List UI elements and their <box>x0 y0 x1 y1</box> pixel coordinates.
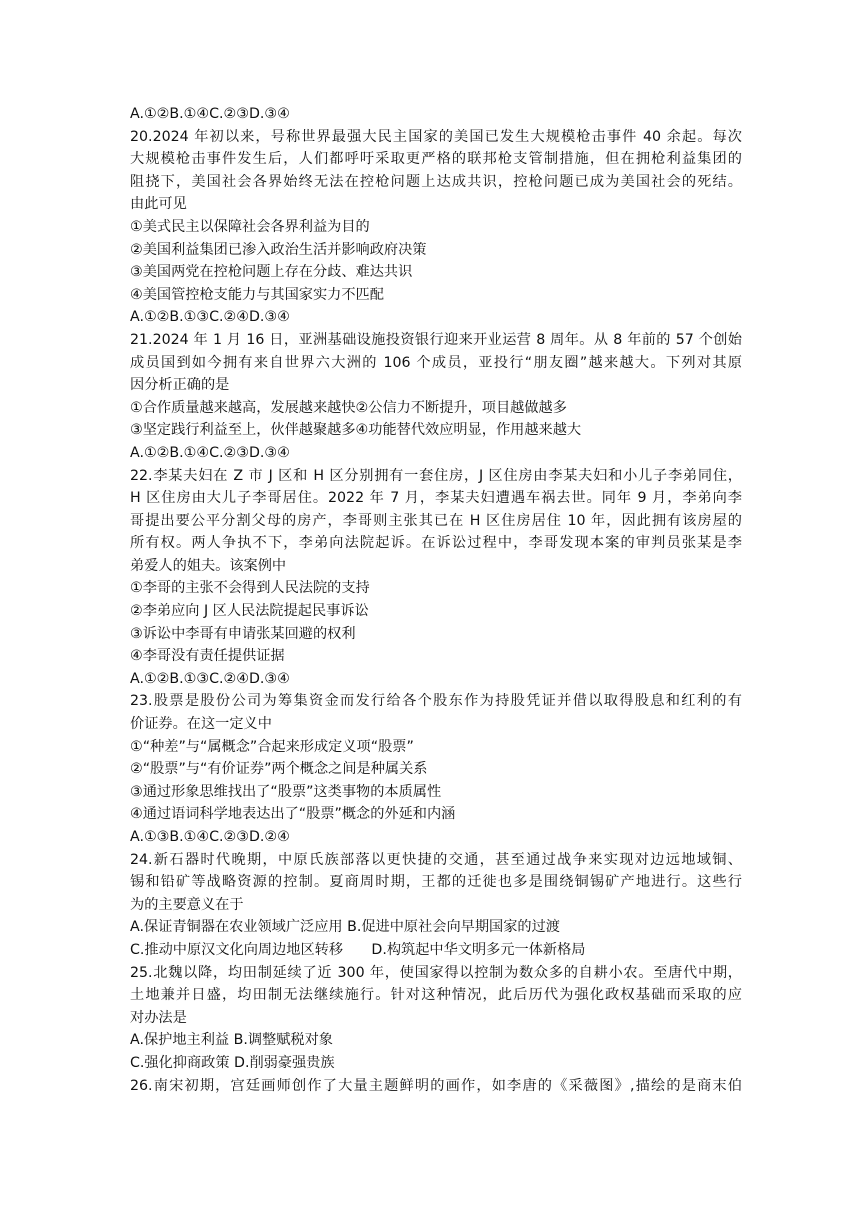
text-line: 为的主要意义在于 <box>130 896 244 913</box>
text-line: C.强化抑商政策 D.削弱豪强贵族 <box>130 1054 335 1071</box>
text-line: ②美国利益集团已渗入政治生活并影响政府决策 <box>130 241 427 258</box>
text-line: 24.新石器时代晚期，中原氏族部落以更快捷的交通，甚至通过战争来实现对边远地域铜、 <box>130 851 742 868</box>
text-line: 阻挠下，美国社会各界始终无法在控枪问题上达成共识，控枪问题已成为美国社会的死结。 <box>130 173 742 190</box>
text-line: A.①③B.①④C.②③D.②④ <box>130 829 290 845</box>
text-line: 对办法是 <box>130 1009 187 1026</box>
text-line: 土地兼并日盛，均田制无法继续施行。针对这种情况，此后历代为强化政权基础而采取的应 <box>130 987 742 1004</box>
text-line: 26.南宋初期，宫廷画师创作了大量主题鲜明的画作，如李唐的《采薇图》,描绘的是商末伯 <box>130 1077 742 1094</box>
text-line: 20.2024 年初以来，号称世界最强大民主国家的美国已发生大规模枪击事件 40 余起。每次 <box>130 128 742 145</box>
text-line: 因分析正确的是 <box>130 377 230 394</box>
text-line: 价证券。在这一定义中 <box>130 716 272 733</box>
text-line: 大规模枪击事件发生后，人们都呼吁采取更严格的联邦枪支管制措施，但在拥枪利益集团的 <box>130 151 742 168</box>
text-line: 弟爱人的姐夫。该案例中 <box>130 557 287 574</box>
text-line: 由此可见 <box>130 196 187 213</box>
text-line: 25.北魏以降，均田制延续了近 300 年，使国家得以控制为数众多的自耕小农。至唐代中期， <box>130 964 742 981</box>
text-line: ①美式民主以保障社会各界利益为目的 <box>130 218 370 235</box>
text-line: ④美国管控枪支能力与其国家实力不匹配 <box>130 286 384 303</box>
text-line: C.推动中原汉文化向周边地区转移 D.构筑起中华文明多元一体新格局 <box>130 941 586 958</box>
text-line: ④李哥没有责任提供证据 <box>130 648 285 665</box>
text-line: ③通过形象思维找出了“股票”这类事物的本质属性 <box>130 783 442 800</box>
text-line: ③坚定践行利益至上，伙伴越聚越多④功能替代效应明显，作用越来越大 <box>130 422 582 439</box>
text-line: ③诉讼中李哥有申请张某回避的权利 <box>130 625 356 642</box>
text-line: A.保护地主利益 B.调整赋税对象 <box>130 1032 333 1049</box>
text-line: 23.股票是股份公司为筹集资金而发行给各个股东作为持股凭证并借以取得股息和红利的有 <box>130 693 742 710</box>
text-line: A.①②B.①④C.②③D.③④ <box>130 106 290 122</box>
text-line: ①合作质量越来越高，发展越来越快②公信力不断提升，项目越做越多 <box>130 399 567 416</box>
text-line: ③美国两党在控枪问题上存在分歧、难达共识 <box>130 264 413 281</box>
text-line: ④通过语词科学地表达出了“股票”概念的外延和内涵 <box>130 806 456 823</box>
text-line: 22.李某夫妇在 Z 市 J 区和 H 区分别拥有一套住房，J 区住房由李某夫妇和小儿子李弟同住， <box>130 467 742 484</box>
text-line: 哥提出要公平分割父母的房产，李哥则主张其已在 H 区住房居住 10 年，因此拥有该房屋的 <box>130 512 742 529</box>
text-line: A.①②B.①③C.②④D.③④ <box>130 309 290 326</box>
text-line: 成员国到如今拥有来自世界六大洲的 106 个成员，亚投行“朋友圈”越来越大。下列对其原 <box>130 354 742 371</box>
text-line: A.保证青铜器在农业领域广泛应用 B.促进中原社会向早期国家的过渡 <box>130 919 560 936</box>
text-line: H 区住房由大儿子李哥居住。2022 年 7 月，李某夫妇遭遇车祸去世。同年 9 月，李弟向李 <box>130 490 742 507</box>
text-line: ①李哥的主张不会得到人民法院的支持 <box>130 580 370 597</box>
text-line: 所有权。两人争执不下，李弟向法院起诉。在诉讼过程中，李哥发现本案的审判员张某是李 <box>130 535 742 552</box>
document-page <box>130 103 742 1097</box>
text-line: ②李弟应向 J 区人民法院提起民事诉讼 <box>130 603 369 620</box>
text-line: A.①②B.①④C.②③D.③④ <box>130 444 290 461</box>
text-line: ①“种差”与“属概念”合起来形成定义项“股票” <box>130 738 414 755</box>
text-line: 21.2024 年 1 月 16 日，亚洲基础设施投资银行迎来开业运营 8 周年。从 8 年前的 57 个创始 <box>130 331 742 348</box>
text-line: 锡和铅矿等战略资源的控制。夏商周时期，王都的迁徙也多是围绕铜锡矿产地进行。这些行 <box>130 874 742 891</box>
text-line: ②“股票”与“有价证券”两个概念之间是种属关系 <box>130 761 428 778</box>
text-line: A.①②B.①③C.②④D.③④ <box>130 670 290 687</box>
